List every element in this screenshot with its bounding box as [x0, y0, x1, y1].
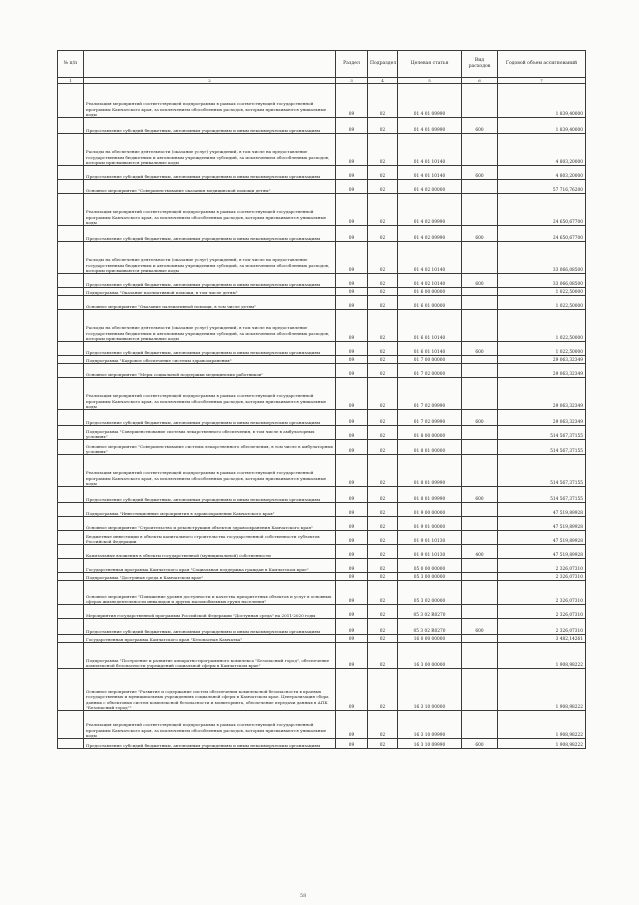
row-expense-type — [462, 134, 498, 166]
row-section: 09 — [336, 274, 368, 288]
row-section: 09 — [336, 410, 368, 426]
row-section: 09 — [336, 288, 368, 296]
row-target-article: 01 7 02 09990 — [398, 410, 462, 426]
row-number — [58, 226, 84, 242]
header-section: Раздел — [336, 51, 368, 78]
row-target-article: 01 7 02 09990 — [398, 378, 462, 410]
row-subsection: 02 — [368, 643, 398, 669]
row-section: 09 — [336, 487, 368, 503]
row-target-article: 16 0 00 00000 — [398, 635, 462, 643]
row-target-article: 01 4 02 10140 — [398, 242, 462, 274]
row-amount: 57 716,76200 — [498, 180, 586, 194]
table-body — [58, 84, 586, 749]
row-target-article: 01 9 01 10130 — [398, 545, 462, 559]
row-target-article: 01 8 00 00000 — [398, 426, 462, 440]
column-number: 3 — [336, 78, 368, 84]
row-amount: 24 650,67700 — [498, 194, 586, 226]
row-name: Основное мероприятие "Развитие и содержание систем обеспечения комплексной безопасности в краевых государственных и муниципальных учреждениях социальной сферы в Камчатском крае. Централизация сбора данных с объектовых систем комплексной безопасности и мониторинга, обеспечение передачи данных в АПК "Безопасный город"" — [84, 669, 336, 711]
row-name: Реализация мероприятий соответствующей подпрограммы в рамках соответствующей государственной программы Камчатского края, за исключением обособленных расходов, которым присваиваются уникальные коды — [84, 84, 336, 118]
row-target-article: 01 8 01 00000 — [398, 440, 462, 455]
row-name: Реализация мероприятий соответствующей подпрограммы в рамках соответствующей государственной программы Камчатского края, за исключением обособленных расходов, которым присваиваются уникальные коды — [84, 711, 336, 739]
row-name: Капитальные вложения в объекты государственной (муниципальной) собственности — [84, 545, 336, 559]
row-section: 09 — [336, 531, 368, 545]
row-amount: 1 022,50000 — [498, 342, 586, 356]
row-section: 09 — [336, 378, 368, 410]
table-row — [58, 581, 586, 605]
row-section: 09 — [336, 635, 368, 643]
row-name: Реализация мероприятий соответствующей подпрограммы в рамках соответствующей государственной программы Камчатского края, за исключением обособленных расходов, которым присваиваются уникальные коды — [84, 378, 336, 410]
row-target-article: 01 9 01 10130 — [398, 531, 462, 545]
header-expense-type: Вид расходов — [462, 51, 498, 78]
row-target-article: 01 4 01 09990 — [398, 118, 462, 134]
row-subsection: 02 — [368, 455, 398, 487]
row-subsection: 02 — [368, 410, 398, 426]
row-name: Подпрограмма "Кадровое обеспечение системы здравоохранения" — [84, 356, 336, 364]
row-subsection: 02 — [368, 669, 398, 711]
row-number — [58, 180, 84, 194]
table-row — [58, 643, 586, 669]
row-section: 09 — [336, 310, 368, 342]
row-section: 09 — [336, 440, 368, 455]
row-subsection: 02 — [368, 531, 398, 545]
row-number — [58, 619, 84, 635]
row-number — [58, 487, 84, 503]
row-amount: 2 326,07310 — [498, 581, 586, 605]
column-number: 2 — [84, 78, 336, 84]
row-subsection: 02 — [368, 356, 398, 364]
row-name: Основное мероприятие "Строительство и реконструкция объектов здравоохранения Камчатского края" — [84, 517, 336, 531]
row-amount: 1 022,50000 — [498, 310, 586, 342]
row-name: Расходы на обеспечение деятельности (оказание услуг) учреждений, в том числе на предоставление государственным бюджетным и автономным учреждениям субсидий, за исключением обособленных расходов, которым присваиваются уникальные коды — [84, 242, 336, 274]
row-amount: 1 908,98222 — [498, 711, 586, 739]
row-number — [58, 440, 84, 455]
row-amount: 1 908,98222 — [498, 643, 586, 669]
row-section: 09 — [336, 180, 368, 194]
table-row — [58, 487, 586, 503]
row-section: 09 — [336, 643, 368, 669]
row-amount: 4 803,20000 — [498, 166, 586, 180]
row-target-article: 01 4 01 09990 — [398, 84, 462, 118]
row-expense-type: 600 — [462, 619, 498, 635]
row-expense-type — [462, 296, 498, 310]
row-amount: 4 803,20000 — [498, 134, 586, 166]
table-row — [58, 455, 586, 487]
row-amount: 47 519,89928 — [498, 545, 586, 559]
row-subsection: 02 — [368, 487, 398, 503]
row-number — [58, 356, 84, 364]
column-number: 1 — [58, 78, 84, 84]
table-row — [58, 531, 586, 545]
row-expense-type — [462, 440, 498, 455]
row-target-article: 05 3 02 R0270 — [398, 605, 462, 619]
row-section: 09 — [336, 296, 368, 310]
row-subsection: 02 — [368, 134, 398, 166]
row-name: Основное мероприятие "Совершенствование оказания медицинской помощи детям" — [84, 180, 336, 194]
row-target-article: 01 6 01 10140 — [398, 310, 462, 342]
row-target-article: 01 4 02 09990 — [398, 194, 462, 226]
table-row — [58, 619, 586, 635]
row-expense-type: 600 — [462, 166, 498, 180]
row-subsection: 02 — [368, 739, 398, 749]
row-target-article: 01 7 00 00000 — [398, 356, 462, 364]
row-number — [58, 242, 84, 274]
row-name: Расходы на обеспечение деятельности (оказание услуг) учреждений, в том числе на предоставление государственным бюджетным и автономным учреждениям субсидий, за исключением обособленных расходов, которым присваиваются уникальные коды — [84, 134, 336, 166]
row-target-article: 01 8 01 09990 — [398, 455, 462, 487]
header-name — [84, 51, 336, 78]
table-row — [58, 274, 586, 288]
row-expense-type — [462, 180, 498, 194]
row-amount: 1 908,98222 — [498, 739, 586, 749]
row-section: 09 — [336, 166, 368, 180]
row-number — [58, 643, 84, 669]
row-section: 09 — [336, 226, 368, 242]
row-amount: 2 326,07310 — [498, 573, 586, 581]
row-subsection: 02 — [368, 242, 398, 274]
row-name: Основное мероприятие "Оказание паллиативной помощи, в том числе детям" — [84, 296, 336, 310]
column-number: 5 — [398, 78, 462, 84]
row-section: 09 — [336, 573, 368, 581]
row-number — [58, 426, 84, 440]
table-header-row — [58, 51, 586, 78]
row-subsection: 02 — [368, 342, 398, 356]
row-subsection: 02 — [368, 296, 398, 310]
table-row — [58, 440, 586, 455]
row-subsection: 02 — [368, 619, 398, 635]
row-expense-type — [462, 503, 498, 517]
row-expense-type — [462, 643, 498, 669]
row-target-article: 01 7 02 00000 — [398, 364, 462, 378]
table-row — [58, 503, 586, 517]
row-section: 09 — [336, 711, 368, 739]
row-name: Расходы на обеспечение деятельности (оказание услуг) учреждений, в том числе на предоставление государственным бюджетным и автономным учреждениям субсидий, за исключением обособленных расходов, которым присваиваются уникальные коды — [84, 310, 336, 342]
table-row — [58, 559, 586, 573]
row-section: 09 — [336, 84, 368, 118]
row-subsection: 02 — [368, 166, 398, 180]
row-amount: 2 326,07310 — [498, 619, 586, 635]
table-row — [58, 180, 586, 194]
row-name: Предоставление субсидий бюджетным, автономным учреждениям и иным некоммерческим организациям — [84, 226, 336, 242]
row-number — [58, 410, 84, 426]
row-name: Государственная программа Камчатского края "Социальная поддержка граждан в Камчатском крае" — [84, 559, 336, 573]
table-row — [58, 356, 586, 364]
row-section: 09 — [336, 605, 368, 619]
row-amount: 514 567,37155 — [498, 440, 586, 455]
row-number — [58, 288, 84, 296]
row-expense-type — [462, 711, 498, 739]
row-expense-type — [462, 605, 498, 619]
row-subsection: 02 — [368, 440, 398, 455]
row-target-article: 01 8 01 09990 — [398, 487, 462, 503]
table-row — [58, 194, 586, 226]
row-amount: 29 063,32349 — [498, 378, 586, 410]
header-annual-amount: Годовой объем ассигнований — [498, 51, 586, 78]
row-subsection: 02 — [368, 503, 398, 517]
row-amount: 24 650,67700 — [498, 226, 586, 242]
row-amount: 47 519,89928 — [498, 503, 586, 517]
row-name: Предоставление субсидий бюджетным, автономным учреждениям и иным некоммерческим организациям — [84, 342, 336, 356]
row-subsection: 02 — [368, 559, 398, 573]
row-expense-type: 600 — [462, 226, 498, 242]
row-name: Предоставление субсидий бюджетным, автономным учреждениям и иным некоммерческим организациям — [84, 166, 336, 180]
row-amount: 33 066,08500 — [498, 242, 586, 274]
row-amount: 3 482,14261 — [498, 635, 586, 643]
row-expense-type — [462, 288, 498, 296]
row-subsection: 02 — [368, 180, 398, 194]
table-row — [58, 573, 586, 581]
row-number — [58, 364, 84, 378]
row-amount: 1 839,40000 — [498, 118, 586, 134]
row-name: Бюджетные инвестиции в объекты капитального строительства государственной собственности субъектов Российской Федерации — [84, 531, 336, 545]
row-amount: 33 066,08500 — [498, 274, 586, 288]
row-target-article: 16 3 00 00000 — [398, 643, 462, 669]
header-target-article: Целевая статья — [398, 51, 462, 78]
row-amount: 1 022,50000 — [498, 288, 586, 296]
row-number — [58, 559, 84, 573]
row-name: Предоставление субсидий бюджетным, автономным учреждениям и иным некоммерческим организациям — [84, 619, 336, 635]
row-target-article: 01 9 01 00000 — [398, 517, 462, 531]
row-expense-type — [462, 84, 498, 118]
table-row — [58, 635, 586, 643]
row-name: Предоставление субсидий бюджетным, автономным учреждениям и иным некоммерческим организациям — [84, 487, 336, 503]
row-expense-type — [462, 426, 498, 440]
row-amount: 29 063,32349 — [498, 410, 586, 426]
row-section: 09 — [336, 559, 368, 573]
row-section: 09 — [336, 517, 368, 531]
row-number — [58, 581, 84, 605]
row-section: 09 — [336, 669, 368, 711]
table-row — [58, 669, 586, 711]
row-amount: 2 326,07310 — [498, 559, 586, 573]
row-amount: 29 063,32349 — [498, 364, 586, 378]
table-row — [58, 134, 586, 166]
row-section: 09 — [336, 455, 368, 487]
table-row — [58, 310, 586, 342]
row-target-article: 16 3 10 00000 — [398, 669, 462, 711]
row-expense-type — [462, 635, 498, 643]
row-name: Подпрограмма "Доступная среда в Камчатском крае" — [84, 573, 336, 581]
row-subsection: 02 — [368, 378, 398, 410]
row-name: Основное мероприятие "Повышение уровня доступности и качества приоритетных объектов и услуг в основных сферах жизнедеятельности инвалидов и других маломобильных групп населения" — [84, 581, 336, 605]
row-name: Предоставление субсидий бюджетным, автономным учреждениям и иным некоммерческим организациям — [84, 118, 336, 134]
row-number — [58, 739, 84, 749]
table-row — [58, 605, 586, 619]
row-target-article: 01 6 00 00000 — [398, 288, 462, 296]
row-name: Предоставление субсидий бюджетным, автономным учреждениям и иным некоммерческим организациям — [84, 739, 336, 749]
row-expense-type: 600 — [462, 118, 498, 134]
row-expense-type — [462, 559, 498, 573]
row-name: Подпрограмма "Совершенствование системы лекарственного обеспечения, в том числе в амбулаторных условиях" — [84, 426, 336, 440]
row-number — [58, 531, 84, 545]
row-expense-type: 600 — [462, 410, 498, 426]
row-expense-type — [462, 581, 498, 605]
row-number — [58, 274, 84, 288]
row-name: Предоставление субсидий бюджетным, автономным учреждениям и иным некоммерческим организациям — [84, 274, 336, 288]
table-row — [58, 739, 586, 749]
row-name: Реализация мероприятий соответствующей подпрограммы в рамках соответствующей государственной программы Камчатского края, за исключением обособленных расходов, которым присваиваются уникальные коды — [84, 194, 336, 226]
row-subsection: 02 — [368, 274, 398, 288]
row-section: 09 — [336, 342, 368, 356]
row-name: Основное мероприятие "Меры социальной поддержки медицинских работников" — [84, 364, 336, 378]
header-subsection: Подраздел — [368, 51, 398, 78]
table-row — [58, 378, 586, 410]
row-expense-type — [462, 531, 498, 545]
row-amount: 1 022,50000 — [498, 296, 586, 310]
column-number: 4 — [368, 78, 398, 84]
row-target-article: 01 4 02 09990 — [398, 226, 462, 242]
row-number — [58, 134, 84, 166]
row-subsection: 02 — [368, 288, 398, 296]
row-subsection: 02 — [368, 545, 398, 559]
column-number: 6 — [462, 78, 498, 84]
row-subsection: 02 — [368, 226, 398, 242]
row-number — [58, 378, 84, 410]
column-number: 7 — [498, 78, 586, 84]
row-target-article: 16 3 10 09990 — [398, 711, 462, 739]
row-target-article: 01 9 00 00000 — [398, 503, 462, 517]
row-number — [58, 194, 84, 226]
row-expense-type — [462, 194, 498, 226]
row-subsection: 02 — [368, 635, 398, 643]
row-section: 09 — [336, 242, 368, 274]
row-section: 09 — [336, 619, 368, 635]
row-expense-type: 400 — [462, 545, 498, 559]
table-row — [58, 545, 586, 559]
row-number — [58, 669, 84, 711]
row-target-article: 01 4 01 10140 — [398, 166, 462, 180]
row-section: 09 — [336, 118, 368, 134]
row-number — [58, 605, 84, 619]
row-name: Мероприятия государственной программы Российской Федерации "Доступная среда" на 2011-2020 годы — [84, 605, 336, 619]
table-row — [58, 426, 586, 440]
row-number — [58, 455, 84, 487]
budget-allocation-table — [57, 50, 586, 749]
row-number — [58, 342, 84, 356]
row-amount: 29 063,32349 — [498, 356, 586, 364]
row-expense-type — [462, 378, 498, 410]
row-expense-type: 600 — [462, 342, 498, 356]
row-name: Предоставление субсидий бюджетным, автономным учреждениям и иным некоммерческим организациям — [84, 410, 336, 426]
header-number: № п/п — [58, 51, 84, 78]
row-amount: 2 326,07310 — [498, 605, 586, 619]
table-row — [58, 517, 586, 531]
row-subsection: 02 — [368, 84, 398, 118]
row-name: Подпрограмма "Оказание паллиативной помощи, в том числе детям" — [84, 288, 336, 296]
row-expense-type — [462, 517, 498, 531]
row-expense-type — [462, 364, 498, 378]
row-section: 09 — [336, 739, 368, 749]
row-amount: 514 567,37155 — [498, 487, 586, 503]
row-number — [58, 84, 84, 118]
row-section: 09 — [336, 364, 368, 378]
row-amount: 1 839,40000 — [498, 84, 586, 118]
row-name: Подпрограмма "Построение и развитие аппаратно-программного комплекса "Безопасный город", обеспечение комплексной безопасности учреждений социальной сферы в Камчатском крае" — [84, 643, 336, 669]
row-expense-type — [462, 242, 498, 274]
row-number — [58, 635, 84, 643]
row-section: 09 — [336, 581, 368, 605]
row-subsection: 02 — [368, 364, 398, 378]
table-row — [58, 364, 586, 378]
row-expense-type — [462, 669, 498, 711]
row-amount: 1 908,98222 — [498, 669, 586, 711]
row-number — [58, 310, 84, 342]
table-row — [58, 296, 586, 310]
row-subsection: 02 — [368, 194, 398, 226]
table-row — [58, 84, 586, 118]
table-row — [58, 226, 586, 242]
row-number — [58, 545, 84, 559]
row-subsection: 02 — [368, 517, 398, 531]
table-row — [58, 711, 586, 739]
row-section: 09 — [336, 545, 368, 559]
row-name: Основное мероприятие "Совершенствование системы лекарственного обеспечения, в том числе в амбулаторных условиях" — [84, 440, 336, 455]
row-number — [58, 503, 84, 517]
table-row — [58, 410, 586, 426]
row-section: 09 — [336, 426, 368, 440]
row-subsection: 02 — [368, 711, 398, 739]
row-name: Подпрограмма "Инвестиционные мероприятия в здравоохранении Камчатского края" — [84, 503, 336, 517]
row-amount: 514 567,37155 — [498, 455, 586, 487]
row-amount: 514 567,37155 — [498, 426, 586, 440]
table-row — [58, 288, 586, 296]
row-subsection: 02 — [368, 426, 398, 440]
row-name: Государственная программа Камчатского края "Безопасная Камчатка" — [84, 635, 336, 643]
row-section: 09 — [336, 356, 368, 364]
row-subsection: 02 — [368, 573, 398, 581]
row-expense-type — [462, 455, 498, 487]
row-target-article: 01 6 01 00000 — [398, 296, 462, 310]
row-name: Реализация мероприятий соответствующей подпрограммы в рамках соответствующей государственной программы Камчатского края, за исключением обособленных расходов, которым присваиваются уникальные коды — [84, 455, 336, 487]
table-row — [58, 118, 586, 134]
row-amount: 47 519,89928 — [498, 531, 586, 545]
row-target-article: 01 4 02 00000 — [398, 180, 462, 194]
row-expense-type — [462, 573, 498, 581]
row-number — [58, 711, 84, 739]
page-number: 58 — [300, 893, 307, 899]
row-section: 09 — [336, 134, 368, 166]
row-target-article: 01 4 01 10140 — [398, 134, 462, 166]
row-target-article: 05 3 02 00000 — [398, 581, 462, 605]
row-number — [58, 573, 84, 581]
row-number — [58, 296, 84, 310]
row-target-article: 01 6 01 10140 — [398, 342, 462, 356]
row-subsection: 02 — [368, 310, 398, 342]
row-number — [58, 517, 84, 531]
table-row — [58, 342, 586, 356]
row-expense-type — [462, 310, 498, 342]
row-expense-type: 600 — [462, 739, 498, 749]
row-subsection: 02 — [368, 118, 398, 134]
row-target-article: 16 3 10 09990 — [398, 739, 462, 749]
row-amount: 47 519,89928 — [498, 517, 586, 531]
row-expense-type — [462, 356, 498, 364]
row-target-article: 05 3 00 00000 — [398, 573, 462, 581]
row-target-article: 05 3 02 R0270 — [398, 619, 462, 635]
row-expense-type: 600 — [462, 274, 498, 288]
row-number — [58, 118, 84, 134]
row-target-article: 05 0 00 00000 — [398, 559, 462, 573]
row-section: 09 — [336, 503, 368, 517]
row-number — [58, 166, 84, 180]
row-subsection: 02 — [368, 581, 398, 605]
table-row — [58, 166, 586, 180]
table-row — [58, 242, 586, 274]
row-section: 09 — [336, 194, 368, 226]
row-expense-type: 600 — [462, 487, 498, 503]
row-target-article: 01 4 02 10140 — [398, 274, 462, 288]
row-subsection: 02 — [368, 605, 398, 619]
